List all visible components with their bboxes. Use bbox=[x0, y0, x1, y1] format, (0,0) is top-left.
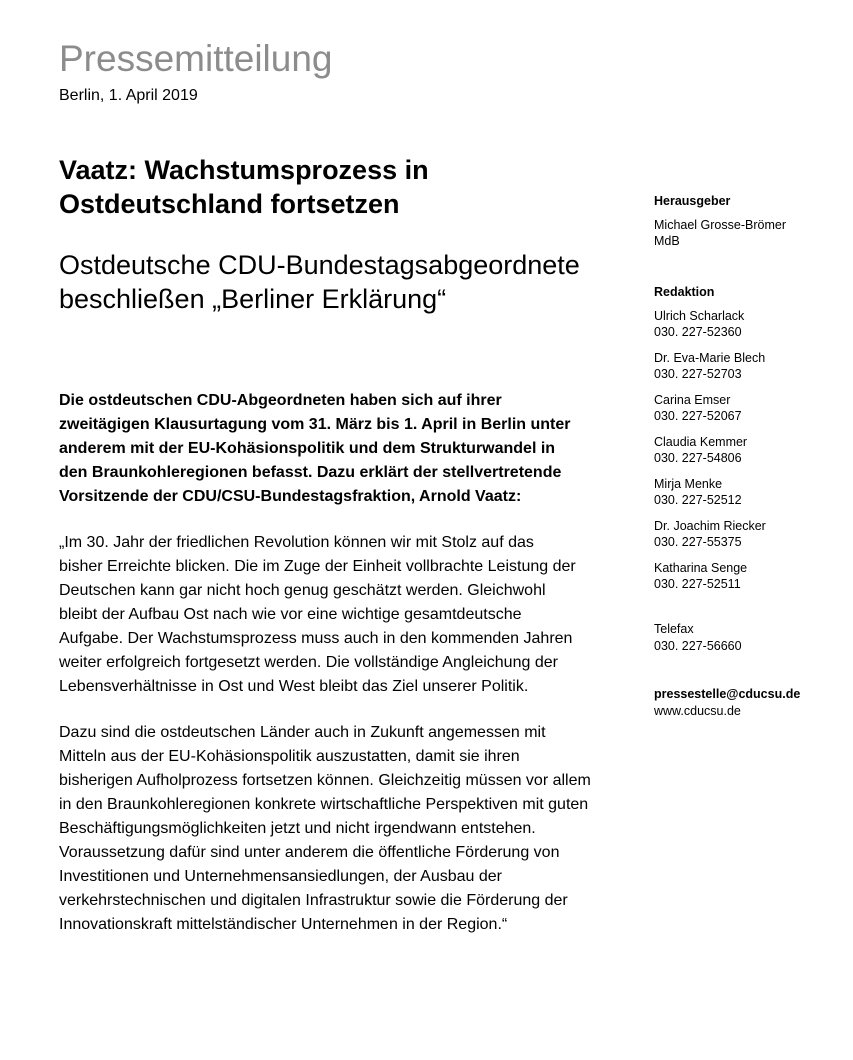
text-line: anderem mit der EU-Kohäsionspolitik und dem Strukturwandel in bbox=[59, 440, 556, 457]
body-paragraph-1 bbox=[59, 531, 659, 699]
contact-entry bbox=[654, 392, 844, 425]
text-line: Innovationskraft mittelständischer Unternehmen in der Region.“ bbox=[59, 916, 508, 933]
text-line: Deutschen kann gar nicht hoch genug geschätzt werden. Gleichwohl bbox=[59, 582, 546, 599]
contact-entry bbox=[654, 350, 844, 383]
text-line: bleibt der Aufbau Ost nach wie vor eine wichtige gesamtdeutsche bbox=[59, 606, 522, 623]
publisher-block bbox=[654, 193, 844, 250]
text-line: Investitionen und Unternehmensansiedlungen, der Ausbau der bbox=[59, 868, 502, 885]
text-line: Mitteln aus der EU-Kohäsionspolitik auszustatten, damit sie ihren bbox=[59, 748, 520, 765]
text-line: Lebensverhältnisse in Ost und West bleibt das Ziel unserer Politik. bbox=[59, 678, 529, 695]
headline-line: Ostdeutschland fortsetzen bbox=[59, 189, 400, 219]
web-block bbox=[654, 686, 844, 719]
text-line: Vorsitzende der CDU/CSU-Bundestagsfraktion, Arnold Vaatz: bbox=[59, 488, 522, 505]
subheadline-line: beschließen „Berliner Erklärung“ bbox=[59, 284, 447, 314]
text-line: Dazu sind die ostdeutschen Länder auch in Zukunft angemessen mit bbox=[59, 724, 546, 741]
contact-name: Katharina Senge bbox=[654, 560, 748, 575]
document-type-title: Pressemitteilung bbox=[59, 38, 333, 79]
text-line: „Im 30. Jahr der friedlichen Revolution können wir mit Stolz auf das bbox=[59, 534, 534, 551]
contact-phone: 030. 227-54806 bbox=[654, 451, 742, 465]
body-paragraph-2 bbox=[59, 721, 659, 937]
fax-block bbox=[654, 621, 844, 654]
text-line: weiter erfolgreich fortgesetzt werden. Die vollständige Angleichung der bbox=[59, 654, 558, 671]
text-line: Beschäftigungsmöglichkeiten jetzt und nicht irgendwann entstehen. bbox=[59, 820, 536, 837]
publisher-name: Michael Grosse-Brömer bbox=[654, 217, 786, 232]
contact-entry bbox=[654, 308, 844, 341]
text-line: verkehrstechnischen und digitalen Infrastruktur sowie die Förderung der bbox=[59, 892, 568, 909]
publisher-title: MdB bbox=[654, 234, 680, 248]
editorial-label: Redaktion bbox=[654, 285, 715, 299]
lead-paragraph bbox=[59, 389, 649, 509]
editorial-block bbox=[654, 284, 844, 602]
fax-number: 030. 227-56660 bbox=[654, 638, 742, 653]
text-line: zweitägigen Klausurtagung vom 31. März bis 1. April in Berlin unter bbox=[59, 416, 571, 433]
contact-entry bbox=[654, 560, 844, 593]
headline-line: Vaatz: Wachstumsprozess in bbox=[59, 155, 429, 185]
subheadline-line: Ostdeutsche CDU-Bundestagsabgeordnete bbox=[59, 250, 580, 280]
contact-entry bbox=[654, 518, 844, 551]
contact-name: Dr. Joachim Riecker bbox=[654, 518, 766, 533]
subheadline bbox=[59, 248, 639, 316]
contact-entry bbox=[654, 434, 844, 467]
publisher-label: Herausgeber bbox=[654, 194, 731, 208]
contact-phone: 030. 227-52512 bbox=[654, 493, 742, 507]
contact-phone: 030. 227-52703 bbox=[654, 367, 742, 381]
contact-name: Ulrich Scharlack bbox=[654, 308, 745, 323]
fax-label: Telefax bbox=[654, 622, 694, 636]
text-line: Voraussetzung dafür sind unter anderem die öffentliche Förderung von bbox=[59, 844, 560, 861]
date-line: Berlin, 1. April 2019 bbox=[59, 87, 198, 104]
contact-name: Mirja Menke bbox=[654, 476, 723, 491]
text-line: bisher Erreichte blicken. Die im Zuge der Einheit vollbrachte Leistung der bbox=[59, 558, 576, 575]
email-link[interactable]: pressestelle@cducsu.de bbox=[654, 687, 801, 701]
text-line: den Braunkohleregionen befasst. Dazu erklärt der stellvertretende bbox=[59, 464, 562, 481]
contact-phone: 030. 227-55375 bbox=[654, 535, 742, 549]
website-link[interactable]: www.cducsu.de bbox=[654, 703, 741, 718]
contact-phone: 030. 227-52360 bbox=[654, 325, 742, 339]
contact-phone: 030. 227-52511 bbox=[654, 577, 741, 591]
text-line: Die ostdeutschen CDU-Abgeordneten haben sich auf ihrer bbox=[59, 392, 502, 409]
contact-phone: 030. 227-52067 bbox=[654, 409, 742, 423]
text-line: Aufgabe. Der Wachstumsprozess muss auch in den kommenden Jahren bbox=[59, 630, 573, 647]
contact-name: Carina Emser bbox=[654, 392, 731, 407]
headline bbox=[59, 153, 619, 221]
text-line: bisherigen Aufholprozess fortsetzen können. Gleichzeitig müssen vor allem bbox=[59, 772, 591, 789]
contact-name: Claudia Kemmer bbox=[654, 434, 748, 449]
contact-entry bbox=[654, 476, 844, 509]
text-line: in den Braunkohleregionen konkrete wirtschaftliche Perspektiven mit guten bbox=[59, 796, 589, 813]
contact-name: Dr. Eva-Marie Blech bbox=[654, 350, 766, 365]
